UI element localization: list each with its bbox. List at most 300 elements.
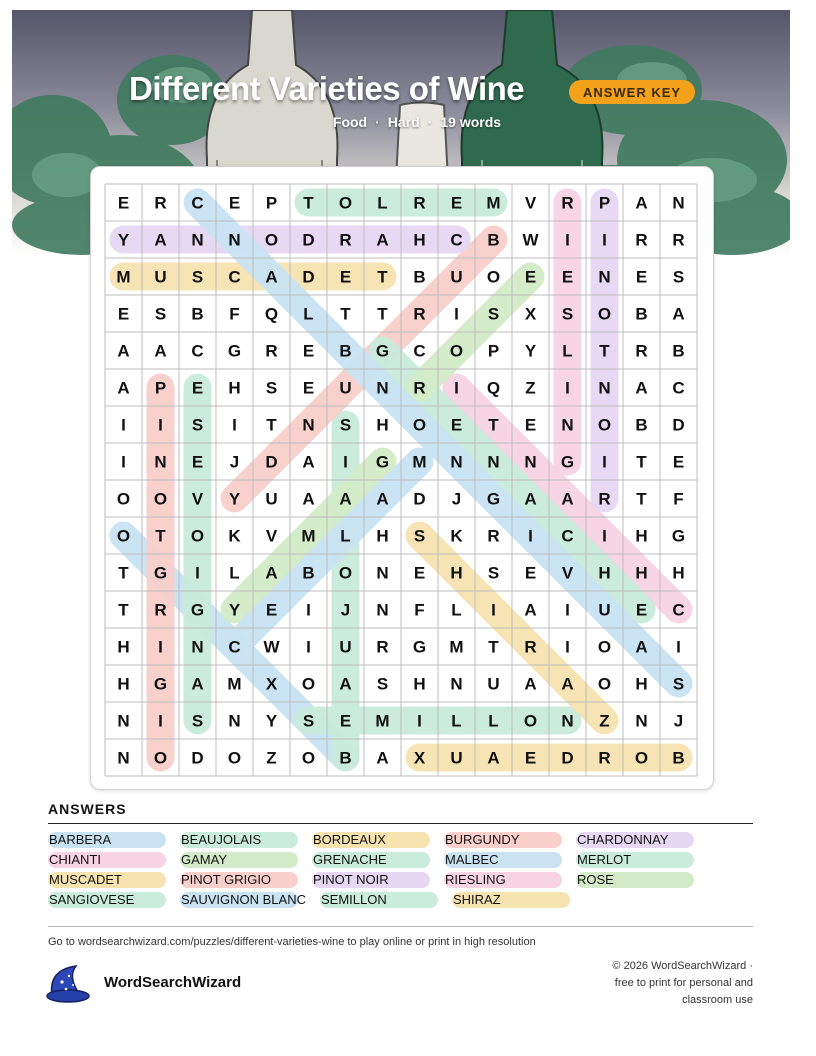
grid-letter[interactable]: I <box>158 637 163 657</box>
grid-letter[interactable]: K <box>228 526 241 546</box>
answers-divider <box>48 823 753 824</box>
grid-letter[interactable]: U <box>339 637 352 657</box>
grid-letter[interactable]: G <box>486 489 501 509</box>
grid-letter[interactable]: E <box>117 304 130 324</box>
grid-letter[interactable]: M <box>301 526 316 546</box>
grid-letter[interactable]: N <box>487 452 500 472</box>
grid-letter[interactable]: O <box>301 748 316 768</box>
grid-letter[interactable]: S <box>672 267 685 287</box>
answer-word-label: GRENACHE <box>313 852 387 867</box>
word-count-label: 19 words <box>440 114 502 130</box>
grid-letter[interactable]: S <box>487 563 500 583</box>
grid-letter[interactable]: R <box>413 304 426 324</box>
grid-letter[interactable]: D <box>413 489 426 509</box>
grid-letter[interactable]: V <box>265 526 278 546</box>
grid-letter[interactable]: M <box>412 452 427 472</box>
grid-letter[interactable]: N <box>376 378 389 398</box>
grid-letter[interactable]: G <box>671 526 686 546</box>
grid-letter[interactable]: L <box>229 563 240 583</box>
grid-letter[interactable]: M <box>486 193 501 213</box>
grid-letter[interactable]: I <box>306 600 311 620</box>
grid-letter[interactable]: H <box>376 415 389 435</box>
grid-letter[interactable]: O <box>301 674 316 694</box>
brand-name: WordSearchWizard <box>104 974 242 991</box>
grid-letter[interactable]: O <box>523 711 538 731</box>
grid-letter[interactable]: O <box>190 526 205 546</box>
grid-letter[interactable]: B <box>635 415 648 435</box>
grid-letter[interactable]: Z <box>525 378 536 398</box>
grid-letter[interactable]: T <box>488 415 499 435</box>
grid-letter[interactable]: A <box>154 341 167 361</box>
grid-letter[interactable]: I <box>565 378 570 398</box>
grid-letter[interactable]: Y <box>228 600 241 620</box>
grid-letter[interactable]: O <box>449 341 464 361</box>
grid-letter[interactable]: Z <box>599 711 610 731</box>
grid-letter[interactable]: A <box>524 600 537 620</box>
grid-letter[interactable]: W <box>522 230 539 250</box>
grid-letter[interactable]: B <box>487 230 500 250</box>
grid-letter[interactable]: N <box>561 415 574 435</box>
grid-letter[interactable]: R <box>672 230 685 250</box>
grid-letter[interactable]: D <box>302 267 315 287</box>
grid-letter[interactable]: G <box>375 452 390 472</box>
grid-letter[interactable]: Y <box>228 489 241 509</box>
grid-letter[interactable]: I <box>121 415 126 435</box>
grid-letter[interactable]: A <box>561 674 574 694</box>
grid-letter[interactable]: A <box>376 748 389 768</box>
grid-letter[interactable]: M <box>375 711 390 731</box>
grid-letter[interactable]: J <box>673 711 684 731</box>
answer-word <box>452 891 501 909</box>
puzzle-grid-card <box>90 166 714 790</box>
answer-word-label: BURGUNDY <box>445 832 520 847</box>
grid-letter[interactable]: S <box>265 378 278 398</box>
grid-letter[interactable]: F <box>414 600 425 620</box>
grid-letter[interactable]: B <box>339 341 352 361</box>
grid-letter[interactable]: I <box>454 304 459 324</box>
grid-letter[interactable]: C <box>413 341 426 361</box>
grid-letter[interactable]: Q <box>486 378 501 398</box>
grid-letter[interactable]: J <box>451 489 462 509</box>
answer-word-label: ROSE <box>577 872 614 887</box>
grid-letter[interactable]: D <box>191 748 204 768</box>
grid-letter[interactable]: I <box>602 230 607 250</box>
grid-letter[interactable]: J <box>340 600 351 620</box>
grid-letter[interactable]: S <box>339 415 352 435</box>
grid-letter[interactable]: H <box>672 563 685 583</box>
grid-letter[interactable]: E <box>339 267 352 287</box>
grid-letter[interactable]: S <box>413 526 426 546</box>
answer-word-label: PINOT NOIR <box>313 872 389 887</box>
answer-word <box>444 871 506 889</box>
grid-letter[interactable]: N <box>117 748 130 768</box>
grid-letter[interactable]: T <box>599 341 610 361</box>
grid-letter[interactable]: C <box>672 378 685 398</box>
grid-letter[interactable]: O <box>486 267 501 287</box>
grid-letter[interactable]: N <box>598 378 611 398</box>
answer-word <box>48 871 122 889</box>
grid-letter[interactable]: H <box>413 230 426 250</box>
grid-letter[interactable]: O <box>597 304 612 324</box>
grid-letter[interactable]: N <box>376 563 389 583</box>
grid-letter[interactable]: R <box>598 489 611 509</box>
grid-letter[interactable]: I <box>491 600 496 620</box>
grid-letter[interactable]: R <box>561 193 574 213</box>
grid-letter[interactable]: S <box>376 674 389 694</box>
footer-divider <box>48 926 753 927</box>
grid-letter[interactable]: A <box>117 378 130 398</box>
grid-letter[interactable]: S <box>487 304 500 324</box>
grid-letter[interactable]: I <box>565 637 570 657</box>
grid-letter[interactable]: A <box>117 341 130 361</box>
grid-letter[interactable]: R <box>339 230 352 250</box>
grid-letter[interactable]: N <box>524 452 537 472</box>
grid-letter[interactable]: E <box>450 193 463 213</box>
grid-letter[interactable]: X <box>524 304 537 324</box>
grid-letter[interactable]: N <box>228 711 241 731</box>
answer-word-label: CHIANTI <box>49 852 101 867</box>
grid-letter[interactable]: G <box>153 674 168 694</box>
grid-letter[interactable]: A <box>524 489 537 509</box>
grid-letter[interactable]: V <box>561 563 574 583</box>
grid-letter[interactable]: W <box>263 637 280 657</box>
grid-letter[interactable]: I <box>158 711 163 731</box>
answers-heading: ANSWERS <box>48 801 127 817</box>
grid-letter[interactable]: J <box>229 452 240 472</box>
grid-letter[interactable]: E <box>339 711 352 731</box>
grid-letter[interactable]: O <box>264 230 279 250</box>
grid-letter[interactable]: A <box>265 563 278 583</box>
grid-letter[interactable]: O <box>597 415 612 435</box>
grid-letter[interactable]: C <box>191 193 204 213</box>
grid-letter[interactable]: R <box>154 193 167 213</box>
answer-word <box>320 891 387 909</box>
grid-letter[interactable]: Z <box>266 748 277 768</box>
grid-letter[interactable]: I <box>417 711 422 731</box>
puzzle-meta <box>312 114 522 130</box>
grid-letter[interactable]: H <box>635 674 648 694</box>
grid-letter[interactable]: D <box>561 748 574 768</box>
answer-word-label: BEAUJOLAIS <box>181 832 262 847</box>
grid-letter[interactable]: L <box>488 711 499 731</box>
grid-letter[interactable]: O <box>338 563 353 583</box>
grid-letter[interactable]: L <box>377 193 388 213</box>
grid-letter[interactable]: P <box>598 193 611 213</box>
grid-letter[interactable]: E <box>191 452 204 472</box>
grid-letter[interactable]: E <box>524 415 537 435</box>
grid-letter[interactable]: I <box>195 563 200 583</box>
grid-letter[interactable]: E <box>635 600 648 620</box>
grid-letter[interactable]: E <box>413 563 426 583</box>
grid-letter[interactable]: B <box>672 341 685 361</box>
grid-letter[interactable]: O <box>116 526 131 546</box>
grid-letter[interactable]: R <box>524 637 537 657</box>
grid-letter[interactable]: T <box>303 193 314 213</box>
grid-letter[interactable]: E <box>191 378 204 398</box>
grid-letter[interactable]: B <box>191 304 204 324</box>
grid-letter[interactable]: S <box>561 304 574 324</box>
grid-letter[interactable]: A <box>191 674 204 694</box>
grid-letter[interactable]: E <box>524 267 537 287</box>
answer-word <box>48 851 101 869</box>
grid-letter[interactable]: L <box>562 341 573 361</box>
answer-word <box>312 831 386 849</box>
grid-letter[interactable]: A <box>265 267 278 287</box>
grid-letter[interactable]: F <box>673 489 684 509</box>
grid-letter[interactable]: B <box>413 267 426 287</box>
grid-letter[interactable]: E <box>524 563 537 583</box>
answer-word <box>312 871 389 889</box>
grid-letter[interactable]: F <box>229 304 240 324</box>
grid-letter[interactable]: E <box>561 267 574 287</box>
grid-letter[interactable]: B <box>635 304 648 324</box>
grid-letter[interactable]: O <box>153 489 168 509</box>
answer-word <box>180 871 271 889</box>
grid-letter[interactable]: U <box>265 489 278 509</box>
grid-letter[interactable]: G <box>560 452 575 472</box>
grid-letter[interactable]: B <box>672 748 685 768</box>
grid-letter[interactable]: I <box>158 415 163 435</box>
grid-letter[interactable]: C <box>561 526 574 546</box>
grid-letter[interactable]: B <box>339 748 352 768</box>
grid-letter[interactable]: A <box>339 674 352 694</box>
grid-letter[interactable]: T <box>118 600 129 620</box>
grid-letter[interactable]: N <box>154 452 167 472</box>
grid-letter[interactable]: H <box>117 637 130 657</box>
grid-letter[interactable]: N <box>561 711 574 731</box>
answer-word-label: CHARDONNAY <box>577 832 669 847</box>
grid-letter[interactable]: H <box>413 674 426 694</box>
grid-letter[interactable]: G <box>375 341 390 361</box>
grid-letter[interactable]: U <box>154 267 167 287</box>
grid-letter[interactable]: N <box>450 452 463 472</box>
footer-url-text[interactable]: Go to wordsearchwizard.com/puzzles/different-varieties-wine to play online or print in high resolution <box>48 936 536 948</box>
grid-letter[interactable]: O <box>597 637 612 657</box>
grid-letter[interactable]: H <box>450 563 463 583</box>
grid-letter[interactable]: A <box>376 230 389 250</box>
puzzle-grid <box>91 167 713 789</box>
grid-letter[interactable]: E <box>450 415 463 435</box>
grid-letter[interactable]: I <box>676 637 681 657</box>
grid-letter[interactable]: O <box>153 748 168 768</box>
grid-letter[interactable]: Y <box>524 341 537 361</box>
grid-letter[interactable]: A <box>524 674 537 694</box>
grid-letter[interactable]: N <box>598 267 611 287</box>
answer-word-label: BARBERA <box>49 832 112 847</box>
grid-letter[interactable]: A <box>561 489 574 509</box>
grid-letter[interactable]: I <box>602 452 607 472</box>
grid-letter[interactable]: A <box>635 637 648 657</box>
answer-word <box>576 851 631 869</box>
answer-word <box>48 831 111 849</box>
grid-letter[interactable]: T <box>488 637 499 657</box>
grid-letter[interactable]: O <box>227 748 242 768</box>
grid-letter[interactable]: N <box>228 230 241 250</box>
grid-letter[interactable]: I <box>232 415 237 435</box>
answer-word <box>48 891 134 909</box>
grid-letter[interactable]: L <box>451 600 462 620</box>
category-label: Food <box>332 114 368 130</box>
grid-letter[interactable]: A <box>302 452 315 472</box>
grid-letter[interactable]: H <box>635 526 648 546</box>
copyright-line: © 2026 WordSearchWizard · <box>612 960 753 972</box>
grid-letter[interactable]: M <box>116 267 131 287</box>
answer-word <box>576 831 669 849</box>
grid-letter[interactable]: U <box>598 600 611 620</box>
grid-letter[interactable]: G <box>190 600 205 620</box>
grid-letter[interactable]: S <box>154 304 167 324</box>
answer-word-label: RIESLING <box>445 872 506 887</box>
grid-letter[interactable]: T <box>636 452 647 472</box>
grid-letter[interactable]: R <box>598 748 611 768</box>
grid-letter[interactable]: L <box>303 304 314 324</box>
grid-letter[interactable]: E <box>117 193 130 213</box>
grid-letter[interactable]: C <box>450 230 463 250</box>
grid-letter[interactable]: A <box>302 489 315 509</box>
grid-letter[interactable]: X <box>413 748 426 768</box>
grid-letter[interactable]: V <box>191 489 204 509</box>
grid-letter[interactable]: E <box>672 452 685 472</box>
grid-letter[interactable]: N <box>672 193 685 213</box>
grid-letter[interactable]: S <box>191 711 204 731</box>
answer-word <box>576 871 614 889</box>
grid-letter[interactable]: Y <box>117 230 130 250</box>
grid-letter[interactable]: I <box>454 378 459 398</box>
grid-letter[interactable]: B <box>302 563 315 583</box>
grid-letter[interactable]: K <box>450 526 463 546</box>
grid-letter[interactable]: D <box>265 452 278 472</box>
grid-letter[interactable]: U <box>339 378 352 398</box>
grid-letter[interactable]: D <box>672 415 685 435</box>
grid-letter[interactable]: I <box>565 230 570 250</box>
grid-letter[interactable]: R <box>265 341 278 361</box>
answer-word <box>444 831 519 849</box>
grid-letter[interactable]: A <box>154 230 167 250</box>
grid-letter[interactable]: D <box>302 230 315 250</box>
grid-letter[interactable]: S <box>672 674 685 694</box>
grid-letter[interactable]: E <box>302 341 315 361</box>
grid-letter[interactable]: E <box>265 600 278 620</box>
grid-letter[interactable]: S <box>302 711 315 731</box>
grid-letter[interactable]: P <box>487 341 500 361</box>
grid-letter[interactable]: U <box>487 674 500 694</box>
grid-letter[interactable]: G <box>227 341 242 361</box>
answer-word <box>444 851 498 869</box>
grid-letter[interactable]: M <box>227 674 242 694</box>
grid-letter[interactable]: O <box>597 674 612 694</box>
grid-letter[interactable]: A <box>635 378 648 398</box>
grid-letter[interactable]: H <box>598 563 611 583</box>
grid-letter[interactable]: U <box>450 267 463 287</box>
grid-letter[interactable]: L <box>340 526 351 546</box>
grid-letter[interactable]: T <box>118 563 129 583</box>
grid-letter[interactable]: C <box>228 637 241 657</box>
grid-letter[interactable]: I <box>121 452 126 472</box>
grid-letter[interactable]: T <box>155 526 166 546</box>
grid-letter[interactable]: N <box>376 600 389 620</box>
grid-letter[interactable]: T <box>377 304 388 324</box>
page-title: Different Varieties of Wine <box>129 70 525 107</box>
grid-letter[interactable]: H <box>228 378 241 398</box>
grid-letter[interactable]: L <box>451 711 462 731</box>
grid-letter[interactable]: I <box>528 526 533 546</box>
grid-letter[interactable]: S <box>191 415 204 435</box>
grid-letter[interactable]: T <box>377 267 388 287</box>
grid-letter[interactable]: R <box>635 341 648 361</box>
grid-letter[interactable]: G <box>412 637 427 657</box>
grid-letter[interactable]: X <box>265 674 278 694</box>
grid-letter[interactable]: N <box>117 711 130 731</box>
grid-letter[interactable]: I <box>602 526 607 546</box>
grid-letter[interactable]: E <box>302 378 315 398</box>
grid-letter[interactable]: I <box>306 637 311 657</box>
grid-letter[interactable]: Y <box>265 711 278 731</box>
grid-letter[interactable]: H <box>376 526 389 546</box>
grid-letter[interactable]: S <box>191 267 204 287</box>
answer-word-label: BORDEAUX <box>313 832 386 847</box>
answer-word-label: SANGIOVESE <box>49 892 135 907</box>
grid-letter[interactable]: R <box>487 526 500 546</box>
grid-letter[interactable]: O <box>412 415 427 435</box>
grid-letter[interactable]: A <box>376 489 389 509</box>
grid-letter[interactable]: G <box>153 563 168 583</box>
grid-letter[interactable]: I <box>565 600 570 620</box>
grid-letter[interactable]: N <box>302 415 315 435</box>
grid-letter[interactable]: I <box>343 452 348 472</box>
grid-letter[interactable]: U <box>450 748 463 768</box>
grid-letter[interactable]: P <box>154 378 167 398</box>
grid-letter[interactable]: R <box>154 600 167 620</box>
grid-letter[interactable]: O <box>116 489 131 509</box>
grid-letter[interactable]: R <box>635 230 648 250</box>
grid-letter[interactable]: E <box>228 193 241 213</box>
grid-letter[interactable]: N <box>635 711 648 731</box>
grid-letter[interactable]: C <box>191 341 204 361</box>
grid-letter[interactable]: T <box>266 415 277 435</box>
grid-letter[interactable]: H <box>635 563 648 583</box>
grid-letter[interactable]: T <box>636 489 647 509</box>
answer-word <box>180 851 227 869</box>
grid-letter[interactable]: H <box>117 674 130 694</box>
grid-letter[interactable]: Q <box>264 304 279 324</box>
answer-word-label: SHIRAZ <box>453 892 501 907</box>
grid-letter[interactable]: N <box>191 637 204 657</box>
answer-word-label: MALBEC <box>445 852 499 867</box>
grid-letter[interactable]: R <box>413 193 426 213</box>
grid-letter[interactable]: N <box>450 674 463 694</box>
grid-letter[interactable]: E <box>524 748 537 768</box>
grid-letter[interactable]: P <box>265 193 278 213</box>
grid-letter[interactable]: N <box>191 230 204 250</box>
copyright-line: free to print for personal and <box>614 977 753 989</box>
grid-letter[interactable]: A <box>487 748 500 768</box>
grid-letter[interactable]: A <box>672 304 685 324</box>
grid-letter[interactable]: C <box>672 600 685 620</box>
grid-letter[interactable]: R <box>413 378 426 398</box>
answer-word-label: PINOT GRIGIO <box>181 872 272 887</box>
grid-letter[interactable]: C <box>228 267 241 287</box>
grid-letter[interactable]: O <box>634 748 649 768</box>
grid-letter[interactable]: T <box>340 304 351 324</box>
grid-letter[interactable]: V <box>524 193 537 213</box>
grid-letter[interactable]: M <box>449 637 464 657</box>
grid-letter[interactable]: A <box>339 489 352 509</box>
grid-letter[interactable]: A <box>635 193 648 213</box>
grid-letter[interactable]: R <box>376 637 389 657</box>
grid-letter[interactable]: E <box>635 267 648 287</box>
separator: · <box>427 114 433 130</box>
grid-letter[interactable]: O <box>338 193 353 213</box>
